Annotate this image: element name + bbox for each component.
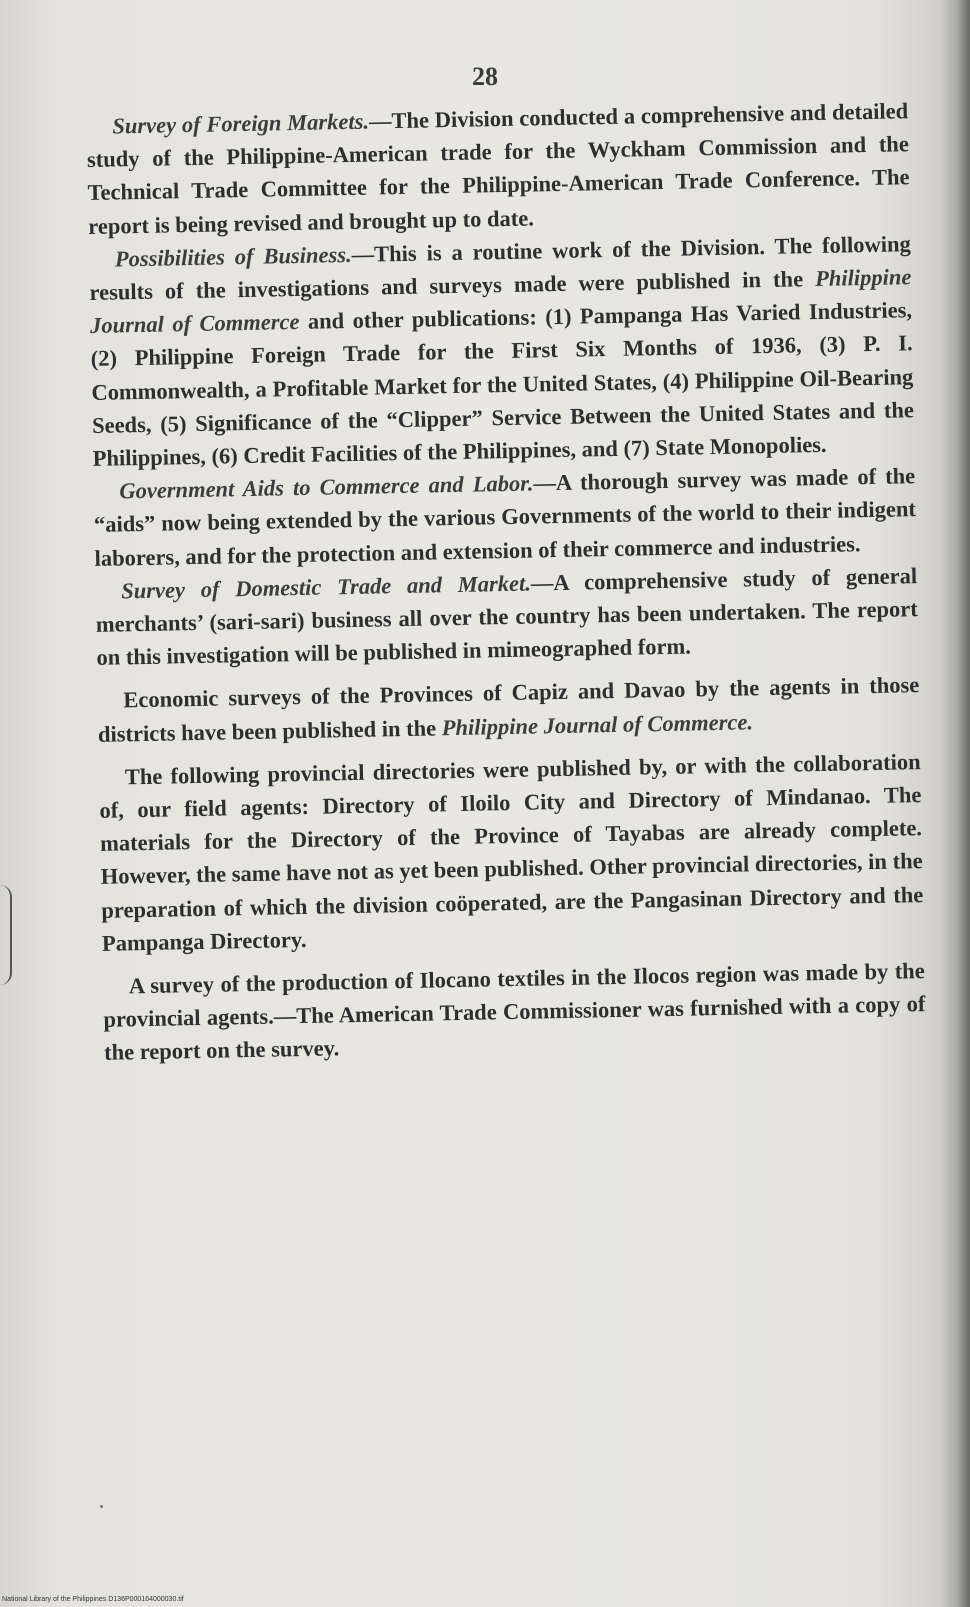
binding-mark [0, 885, 12, 985]
paragraph-text: —A comprehensive study of general merchants’ (sari-sari) business all over the country has been undertaken. The report on this investigation will be published in mimeographed form. [95, 562, 918, 671]
body-text [86, 94, 926, 1069]
paragraph-text: —This is a routine work of the Division. The following results of the investigations and surveys made were published in the [89, 231, 911, 305]
paragraph-foreign-markets [86, 94, 910, 243]
paragraph-text: —A thorough survey was made of the “aids” now being extended by the various Governments of the world to their indigent laborers, and for the protection and extension of their commerce and industries. [93, 463, 917, 571]
journal-title: Philippine Journal of Commerce. [441, 708, 754, 740]
paragraph-text: A survey of the production of Ilocano textiles in the Ilocos region was made by the provincial agents.—The American Trade Commissioner was furnished with a copy of the report on the survey. [103, 958, 926, 1066]
heading-domestic-trade: Survey of Domestic Trade and Market. [120, 570, 532, 604]
paragraph-economic-surveys [97, 669, 920, 751]
journal-title: Philippine Journal of Commerce [89, 264, 912, 339]
paragraph-government-aids [93, 459, 917, 574]
paragraph-provincial-directories [98, 745, 924, 960]
paragraph-text: The following provincial directories were published by, or with the collaboration of, our field agents: Directory of Iloilo City and Directory of Mindanao. The materials for the Directory of the Province of Tayabas are already complete. However, the same have not as yet been published. Other provincial directories, in the preparation of which the division coöperated, are the Pangasinan Directory and the Pampanga Directory. [99, 748, 924, 956]
dust-speck [100, 1505, 103, 1508]
page-number: 28 [472, 62, 498, 91]
paragraph-possibilities [89, 227, 915, 475]
scan-footer: National Library of the Philippines D136P000164000030.tif [2, 1596, 184, 1603]
heading-possibilities: Possibilities of Business. [114, 241, 352, 272]
heading-foreign-markets: Survey of Foreign Markets. [112, 108, 370, 139]
paragraph-text: Economic surveys of the Provinces of Capiz and Davao by the agents in those districts have been published in the [97, 672, 920, 747]
heading-government-aids: Government Aids to Commerce and Labor. [119, 470, 534, 504]
paragraph-domestic-trade [95, 559, 919, 674]
paragraph-ilocano-textiles [103, 954, 927, 1069]
paragraph-text: and other publications: (1) Pampanga Has Varied Industries, (2) Philippine Foreign Trade for the First Six Months of 1936, (3) P. I. Commonwealth, a Profitable Market for the United States, (4) Philippine Oil-Bearing Seeds, (5) Significance of the “Clipper” Service Between the United States and the Philippines, (6) Credit Facilities of the Philippines, and (7) State Monopolies. [90, 297, 915, 471]
paragraph-text: —The Division conducted a comprehensive and detailed study of the Philippine-American trade for the Wyckham Commission and the Technical Trade Committee for the Philippine-American Trade Conference. The report is being revised and brought up to date. [86, 98, 910, 239]
page-edge-shadow [940, 0, 970, 1607]
